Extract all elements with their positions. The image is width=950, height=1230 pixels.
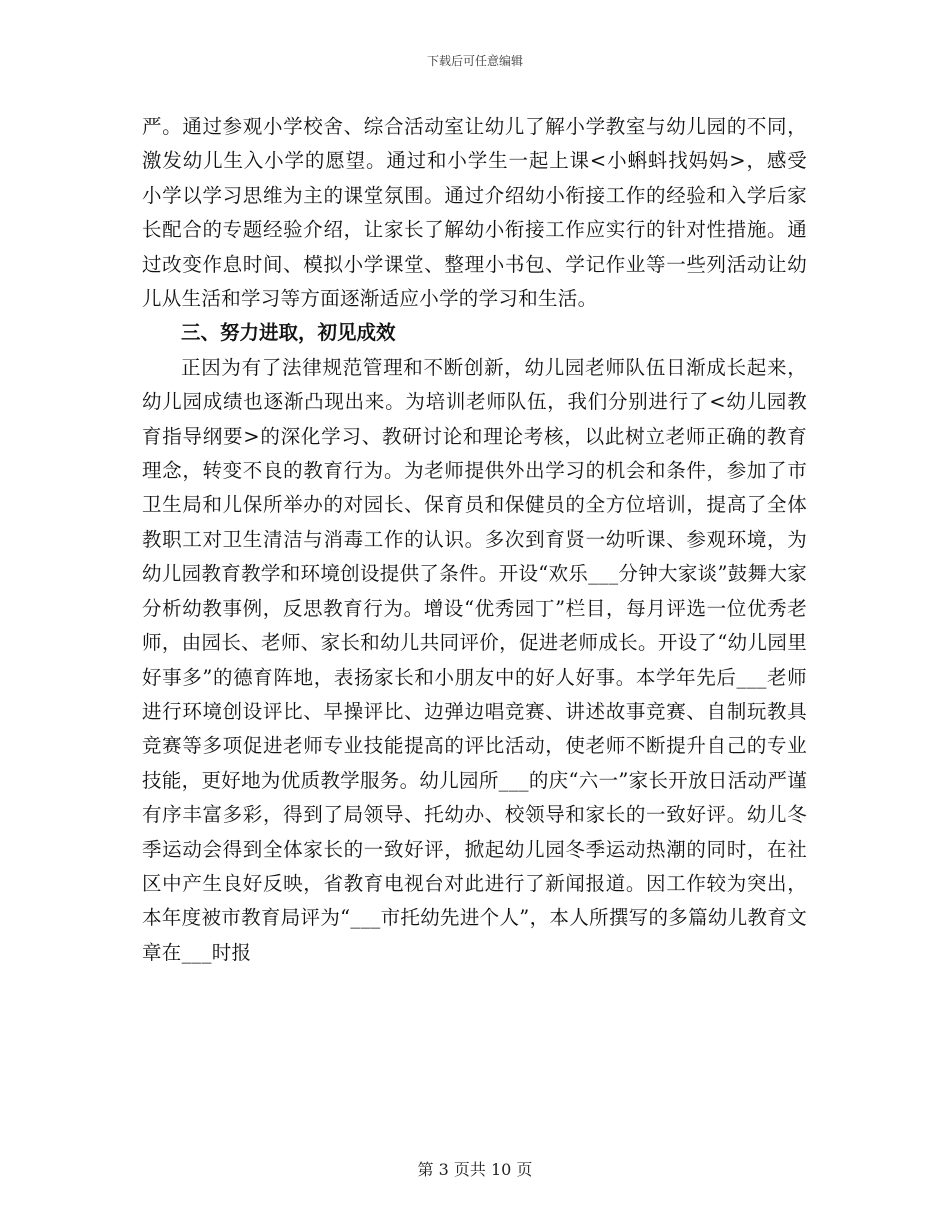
page-number-footer: 第 3 页共 10 页 (417, 1160, 533, 1179)
page-header: 下载后可任意编辑 (426, 54, 523, 68)
main-paragraph: 正因为有了法律规范管理和不断创新，幼儿园老师队伍日渐成长起来，幼儿园成绩也逐渐凸现出来。为培训老师队伍，我们分别进行了<幼儿园教育指导纲要>的深化学习、教研讨论和理论考核，以此树立老师正确的教育理念，转变不良的教育行为。为老师提供外出学习的机会和条件，参加了市卫生局和儿保所举办的对园长、保育员和保健员的全方位培训，提高了全体教职工对卫生清洁与消毒工作的认识。多次到育贤一幼听课、参观环境，为幼儿园教育教学和环境创设提供了条件。开设“欢乐___分钟大家谈”鼓舞大家分析幼教事例，反思教育行为。增设“优秀园丁”栏目，每月评选一位优秀老师，由园长、老师、家长和幼儿共同评价，促进老师成长。开设了“幼儿园里好事多”的德育阵地，表扬家长和小朋友中的好人好事。本学年先后___老师进行环境创设评比、早操评比、边弹边唱竞赛、讲述故事竞赛、自制玩教具竞赛等多项促进老师专业技能提高的评比活动，使老师不断提升自己的专业技能，更好地为优质教学服务。幼儿园所___的庆“六一”家长开放日活动严谨有序丰富多彩，得到了局领导、托幼办、校领导和家长的一致好评。幼儿冬季运动会得到全体家长的一致好评，掀起幼儿园冬季运动热潮的同时，在社区中产生良好反映，省教育电视台对此进行了新闻报道。因工作较为突出，本年度被市教育局评为“___市托幼先进个人”，本人所撰写的多篇幼儿教育文章在___时报 (142, 355, 807, 964)
continued-paragraph: 严。通过参观小学校舍、综合活动室让幼儿了解小学教室与幼儿园的不同，激发幼儿生入小学的愿望。通过和小学生一起上课<小蝌蚪找妈妈>，感受小学以学习思维为主的课堂氛围。通过介绍幼小衔接工作的经验和入学后家长配合的专题经验介绍，让家长了解幼小衔接工作应实行的针对性措施。通过改变作息时间、模拟小学课堂、整理小书包、学记作业等一些列活动让幼儿从生活和学习等方面逐渐适应小学的学习和生活。 (142, 115, 807, 311)
section-heading: 三、努力进取，初见成效 (181, 321, 396, 345)
document-body (142, 110, 807, 970)
